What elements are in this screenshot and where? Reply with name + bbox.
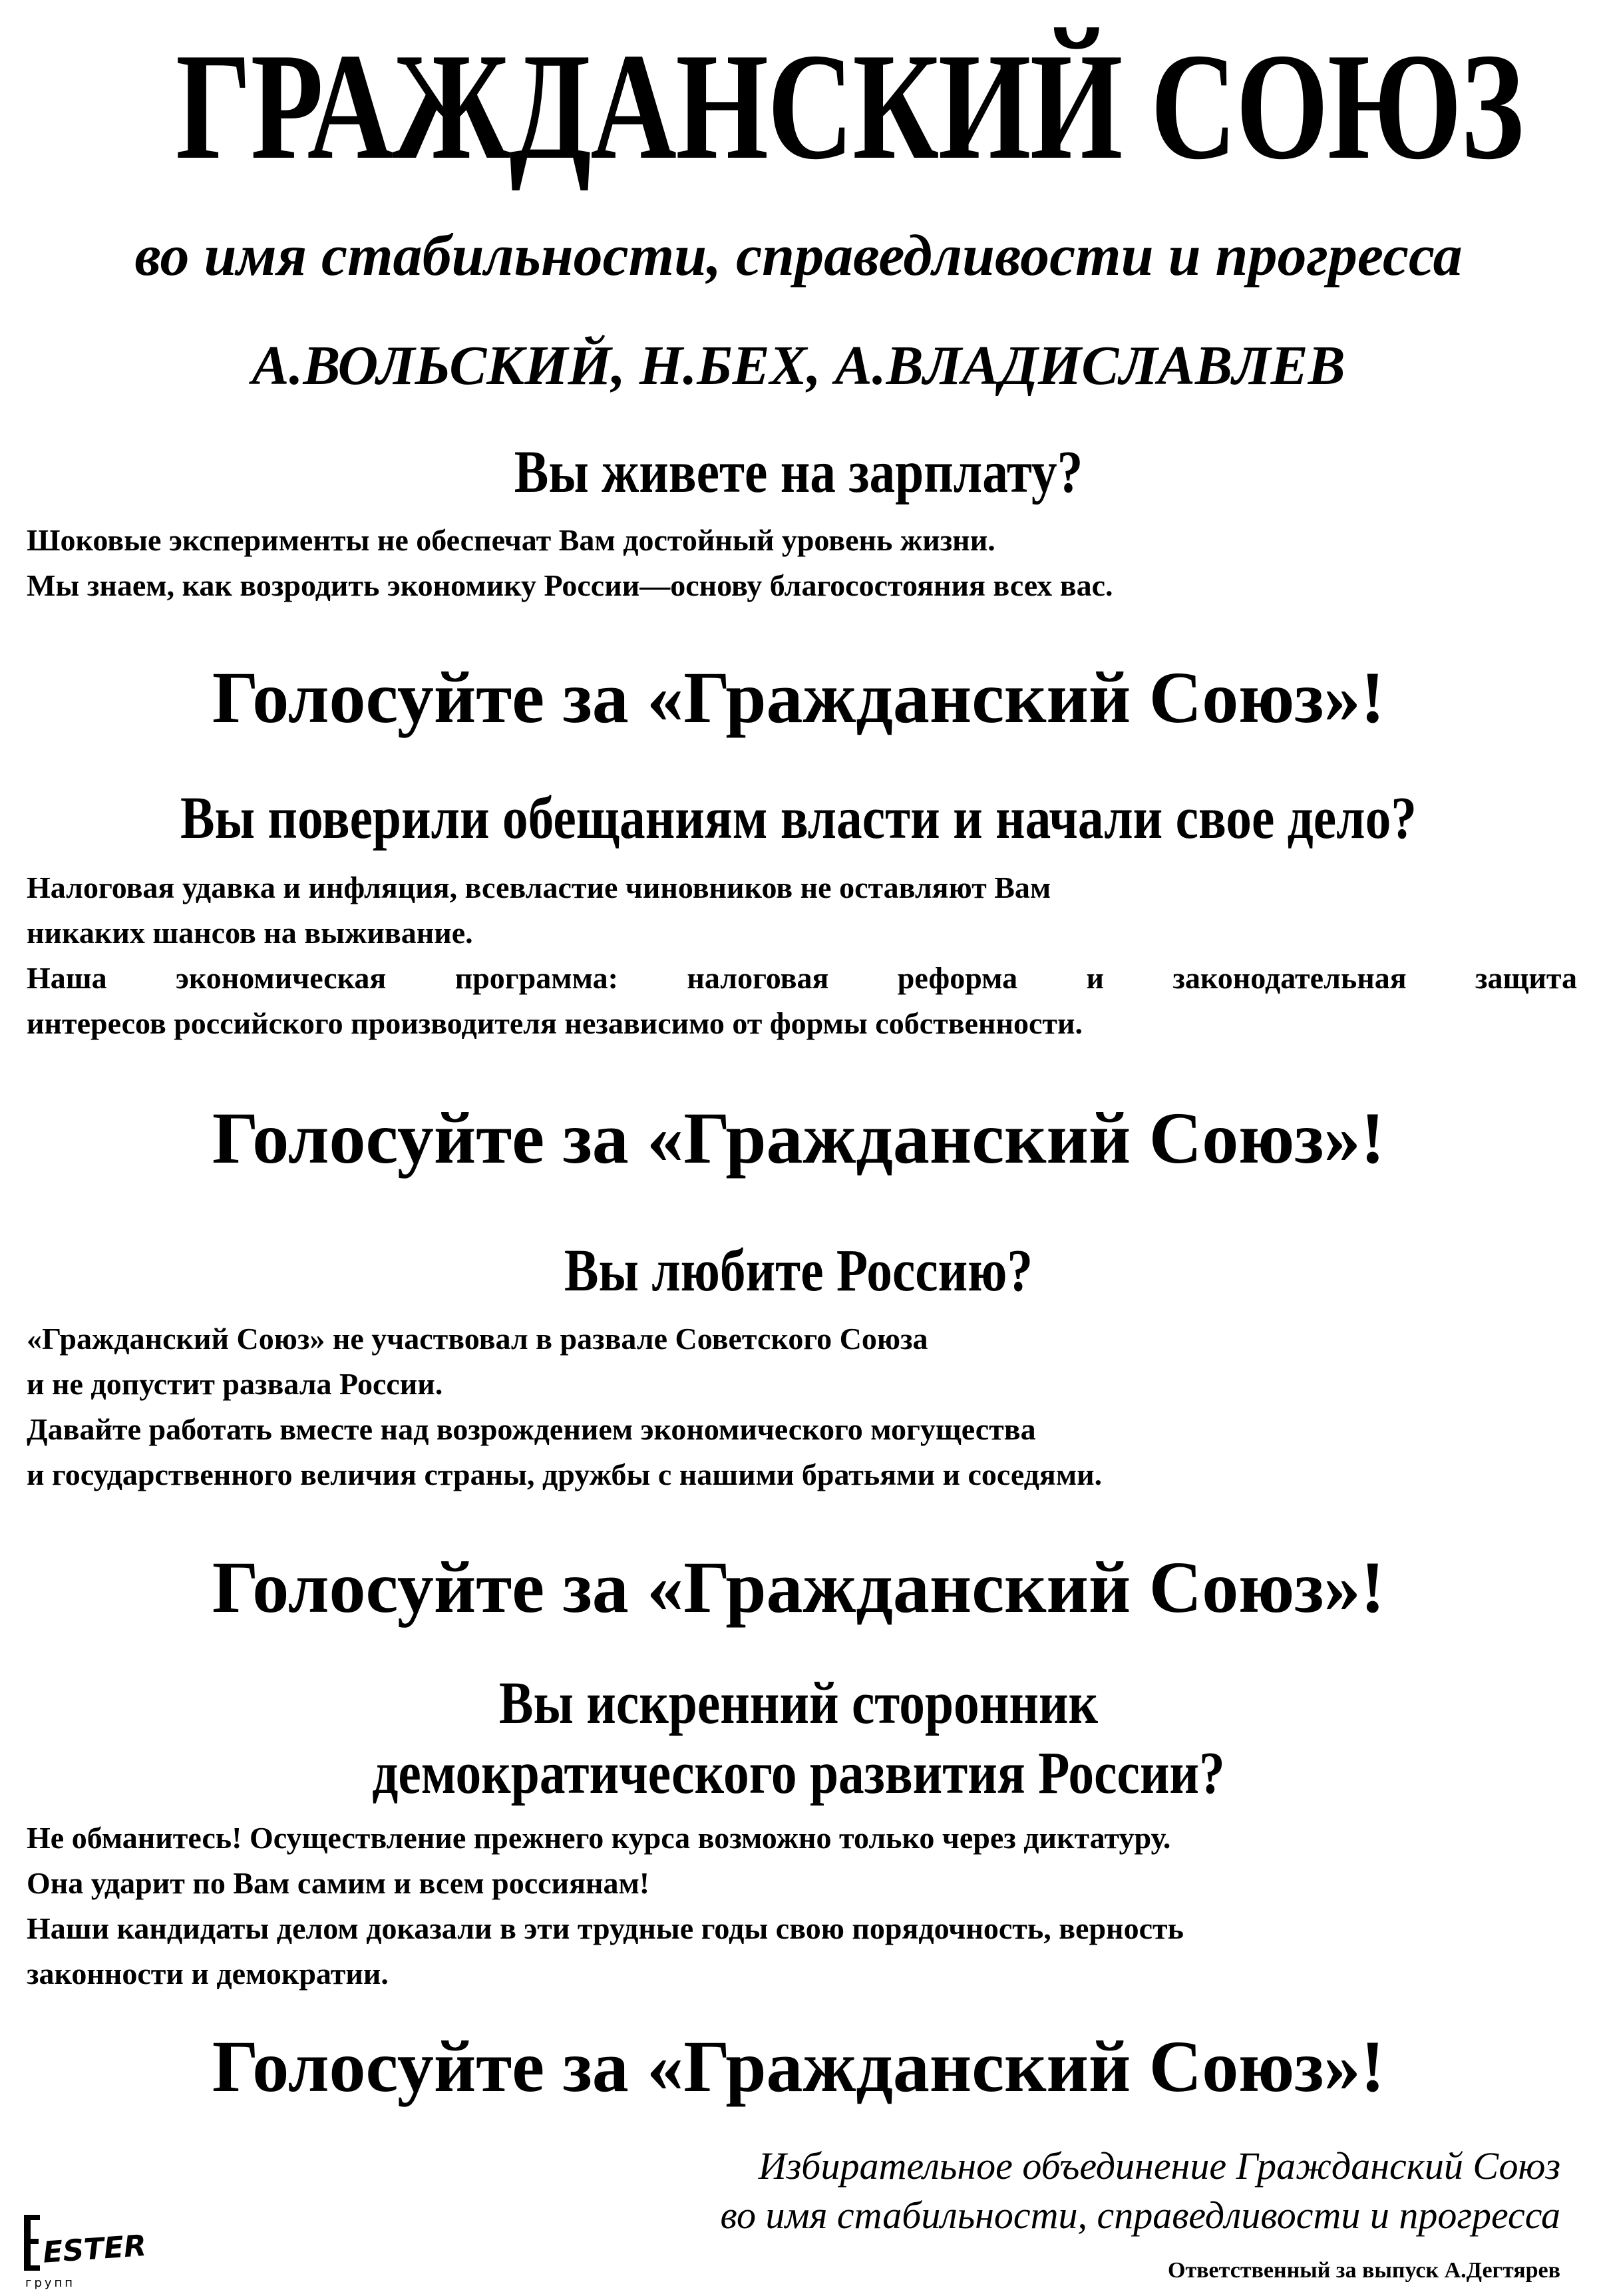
printer-logo-mark	[20, 2208, 148, 2291]
section-4-line-2: Она ударит по Вам самим и всем россиянам!	[27, 1866, 650, 1900]
section-2-line-3: Наша экономическая программа: налоговая реформа и законодательная защита	[27, 961, 1577, 995]
section-3-question: Вы любите Россию?	[564, 1238, 1033, 1304]
footer-line-2: во имя стабильности, справедливости и прогресса	[720, 2194, 1560, 2237]
vote-slogan-3: Голосуйте за «Гражданский Союз»!	[212, 1547, 1385, 1628]
section-4-question-line-2: демократического развития России?	[372, 1740, 1225, 1806]
printer-logo	[20, 2208, 148, 2291]
section-2-question: Вы поверили обещаниям власти и начали свое дело?	[180, 785, 1417, 851]
section-1-line-1: Шоковые эксперименты не обеспечат Вам достойный уровень жизни.	[27, 523, 995, 557]
vote-slogan-2: Голосуйте за «Гражданский Союз»!	[212, 1097, 1385, 1179]
vote-slogan-1: Голосуйте за «Гражданский Союз»!	[212, 657, 1385, 738]
subtitle: во имя стабильности, справедливости и прогресса	[134, 224, 1463, 288]
section-4-line-3: Наши кандидаты делом доказали в эти трудные годы свою порядочность, верность	[27, 1911, 1184, 1945]
section-4-line-4: законности и демократии.	[27, 1957, 389, 1991]
section-4-line-1: Не обманитесь! Осуществление прежнего курса возможно только через диктатуру.	[27, 1821, 1171, 1855]
section-2-text	[27, 865, 1577, 1046]
vote-slogan-4: Голосуйте за «Гражданский Союз»!	[212, 2026, 1385, 2107]
section-1-text	[27, 518, 1577, 608]
logo-text: ESTER	[41, 2229, 148, 2270]
section-3-text	[27, 1316, 1577, 1497]
section-3-line-3: Давайте работать вместе над возрождением экономического могущества	[27, 1412, 1036, 1446]
footer-line-1: Избирательное объединение Гражданский Союз	[758, 2144, 1560, 2188]
responsible-person: Ответственный за выпуск А.Дегтярев	[1168, 2258, 1560, 2283]
candidates-list: А.ВОЛЬСКИЙ, Н.БЕХ, А.ВЛАДИСЛАВЛЕВ	[252, 335, 1345, 397]
logo-subtext: групп	[25, 2276, 76, 2290]
main-title: ГРАЖДАНСКИЙ СОЮЗ	[176, 21, 1523, 191]
section-1-question: Вы живете на зарплату?	[514, 439, 1083, 505]
section-2-line-2: никаких шансов на выживание.	[27, 916, 473, 950]
section-4-question-line-1: Вы искренний сторонник	[498, 1670, 1099, 1736]
section-2-line-4: интересов российского производителя независимо от формы собственности.	[27, 1006, 1083, 1040]
section-2-line-1: Налоговая удавка и инфляция, всевластие чиновников не оставляют Вам	[27, 870, 1051, 904]
section-4-text	[27, 1816, 1577, 1997]
section-1-line-2: Мы знаем, как возродить экономику России—основу благосостояния всех вас.	[27, 568, 1113, 602]
section-3-line-4: и государственного величия страны, дружбы с нашими братьями и соседями.	[27, 1457, 1103, 1491]
section-3-line-2: и не допустит развала России.	[27, 1367, 443, 1401]
section-3-line-1: «Гражданский Союз» не участвовал в развале Советского Союза	[27, 1322, 928, 1356]
